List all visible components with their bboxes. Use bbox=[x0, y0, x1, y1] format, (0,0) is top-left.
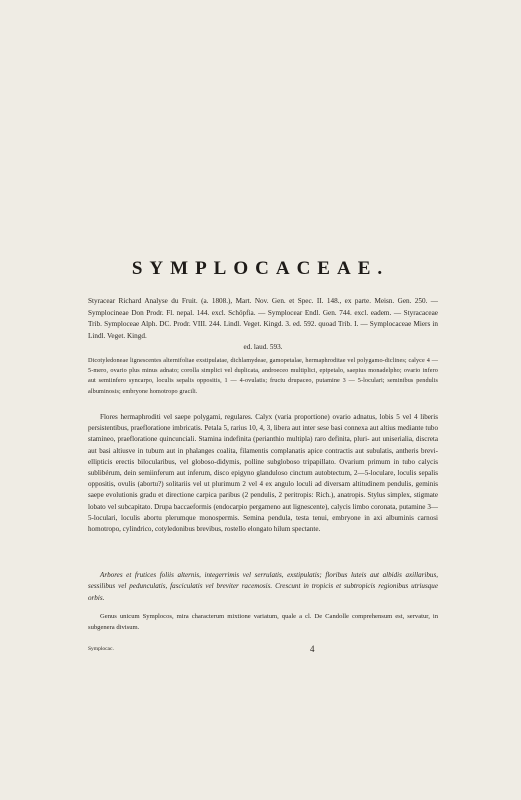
page-title: SYMPLOCACEAE. bbox=[131, 258, 390, 279]
habit-paragraph: Arbores et frutices foliis alternis, integerrimis vel serrulatis, exstipulatis; floribus luteis aut albidis axillaribus, sessilibus vel pedunculatis, fasciculatis vel breviter racemosis. Crescunt in tropicis et subtropicis regionibus utriusque orbis. bbox=[88, 571, 438, 602]
synonymy-text: Styracear Richard Analyse du Fruit. (a. 1808.), Mart. Nov. Gen. et Spec. II. 148., ex parte. Meisn. Gen. 250. — Symplocineae Don Prodr. Fl. nepal. 144. excl. Schöpfia. — Symplocear Endl. Gen. 744. excl. eadem. — Styracaceae Trib. Symploceae Alph. DC. Prodr. VIII. 244. Lindl. Veget. Kingd. 3. ed. 592. quoad Trib. I. — Symplocaceae Miers in Lindl. Veget. Kingd. bbox=[88, 297, 438, 340]
family-diagnosis: Dicotyledoneae lignescentes alternifoliae exstipulatae, dichlamydeae, gamopetalae, hermaphroditae vel polygamo-diclines; calyce 4 — 5-mero, ovario plus minus adnato; corolla simplici vel duplicata, androeceo multiplici, epipetalo, saepius monadelpho; ovario infero aut semiinfero syncarpo, loculis sepalis oppositis, 1 — 4-ovulatis; fructu drupaceo, putamine 3 — 5-loculari; seminibus pendulis albuminosis; embryone homotropo gracili. bbox=[88, 357, 438, 395]
synonymy-paragraph bbox=[88, 296, 438, 354]
genus-note: Genus unicum Symplocos, mira characterum mixtione variatum, quale a cl. De Candolle comprehensum est, servatur, in subgenera divisum. bbox=[88, 613, 438, 631]
floral-description: Flores hermaphroditi vel saepe polygami, regulares. Calyx (varia proportione) ovario adnatus, lobis 5 vel 4 liberis persistentibus, praefloratione imbricatis. Petala 5, rarius 10, 4, 3, libera aut inter sese basi connexa aut altius mediante tubo stamineo, praefloratione quincunciali. Stamina indefinita (perianthio multipla) raro definita, pluri- aut uniserialia, discreta aut basi altiusve in tubum aut in phalanges coalita, filamentis complanatis apice contractis aut subulatis, antheris brevi-ellipticis erectis bilocularibus, vel globoso-didymis, polline subgloboso tripapillato. Ovarium primum in tubo calycis sublibérum, dein semiinferum aut inferum, disco epigyno glanduloso cinctum autobtectum, 2—5-loculare, loculis sepalis oppositis, ovulis (abortu?) solitariis vel ut plurimum 2 vel 4 ex angulo loculi ad diversam altitudinem pendulis, geminis saepe evolutionis gradu et directione carpica paribus (2 pendulis, 2 peritropis: Rich.), anatropis. Stylus simplex, stigmate lobato vel subcapitato. Drupa baccaeformis (endocarpio pergameno aut lignescente), calycis limbo coronata, putamine 3—5-loculari, loculis abortu plerumque monospermis. Semina pendula, testa tenui, embryone in axi albuminis carnosi homotropo, cylindrico, cotyledonibus brevibus, rostello elongato hilum spectante. bbox=[88, 413, 438, 534]
synonymy-last-line: ed. laud. 593. bbox=[243, 343, 283, 352]
footer-label: Symplocac. bbox=[88, 646, 114, 652]
page-footer bbox=[88, 646, 438, 658]
page-number: 4 bbox=[310, 644, 315, 654]
